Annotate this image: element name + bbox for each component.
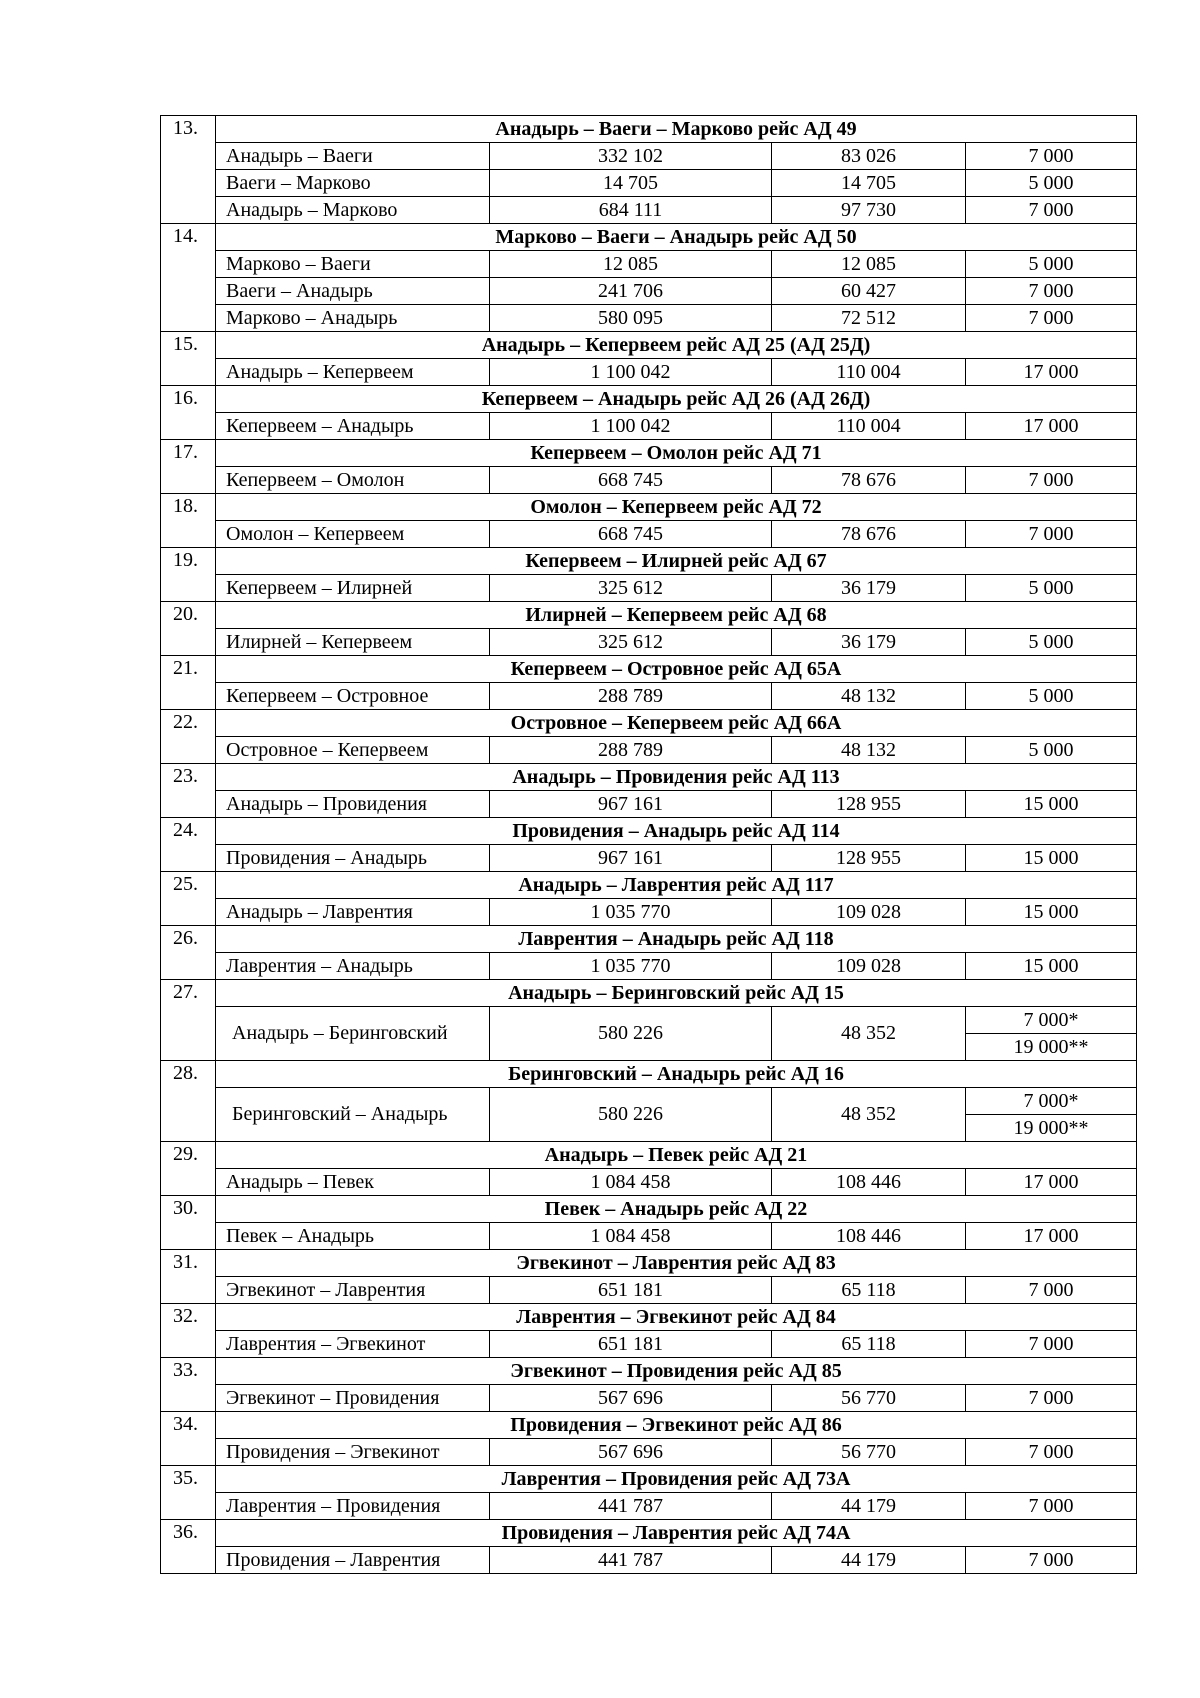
value-cell-3: 17 000 <box>966 359 1137 386</box>
section-header-row <box>161 224 1137 251</box>
value-cell-1: 288 789 <box>490 683 772 710</box>
value-cell-1: 325 612 <box>490 629 772 656</box>
table-row <box>161 1547 1137 1574</box>
value-cell-2: 48 352 <box>772 1088 966 1142</box>
value-cell-1: 288 789 <box>490 737 772 764</box>
value-cell-3: 7 000* <box>966 1007 1137 1034</box>
section-header-row <box>161 1412 1137 1439</box>
value-cell-1: 1 035 770 <box>490 953 772 980</box>
section-number: 28. <box>161 1061 216 1142</box>
value-cell-1: 684 111 <box>490 197 772 224</box>
table-row <box>161 1223 1137 1250</box>
value-cell-3: 7 000 <box>966 1547 1137 1574</box>
table-row <box>161 467 1137 494</box>
value-cell-3: 15 000 <box>966 791 1137 818</box>
flight-title: Беринговский – Анадырь рейс АД 16 <box>216 1061 1137 1088</box>
section-number: 32. <box>161 1304 216 1358</box>
section-number: 33. <box>161 1358 216 1412</box>
section-header-row <box>161 926 1137 953</box>
flight-title: Анадырь – Певек рейс АД 21 <box>216 1142 1137 1169</box>
value-cell-2: 108 446 <box>772 1223 966 1250</box>
flight-title: Эгвекинот – Лаврентия рейс АД 83 <box>216 1250 1137 1277</box>
route-cell: Беринговский – Анадырь <box>216 1088 490 1142</box>
route-cell: Анадырь – Лаврентия <box>216 899 490 926</box>
table-row <box>161 1493 1137 1520</box>
route-cell: Марково – Ваеги <box>216 251 490 278</box>
section-number: 26. <box>161 926 216 980</box>
section-header-row <box>161 548 1137 575</box>
value-cell-3: 17 000 <box>966 1169 1137 1196</box>
route-cell: Лаврентия – Провидения <box>216 1493 490 1520</box>
value-cell-2: 48 132 <box>772 737 966 764</box>
value-cell-3: 19 000** <box>966 1034 1137 1061</box>
section-number: 18. <box>161 494 216 548</box>
flight-title: Кепервеем – Островное рейс АД 65А <box>216 656 1137 683</box>
value-cell-2: 65 118 <box>772 1277 966 1304</box>
section-header-row <box>161 764 1137 791</box>
section-header-row <box>161 386 1137 413</box>
section-number: 22. <box>161 710 216 764</box>
value-cell-2: 128 955 <box>772 791 966 818</box>
flight-title: Провидения – Лаврентия рейс АД 74А <box>216 1520 1137 1547</box>
table-row <box>161 251 1137 278</box>
flight-title: Кепервеем – Анадырь рейс АД 26 (АД 26Д) <box>216 386 1137 413</box>
value-cell-1: 668 745 <box>490 521 772 548</box>
route-cell: Ваеги – Марково <box>216 170 490 197</box>
route-cell: Эгвекинот – Провидения <box>216 1385 490 1412</box>
value-cell-3: 5 000 <box>966 251 1137 278</box>
value-cell-3: 7 000 <box>966 305 1137 332</box>
table-row <box>161 521 1137 548</box>
table-row <box>161 737 1137 764</box>
value-cell-3: 7 000 <box>966 197 1137 224</box>
value-cell-3: 7 000 <box>966 278 1137 305</box>
value-cell-2: 44 179 <box>772 1547 966 1574</box>
table-row <box>161 683 1137 710</box>
value-cell-3: 5 000 <box>966 737 1137 764</box>
section-number: 17. <box>161 440 216 494</box>
route-cell: Лаврентия – Эгвекинот <box>216 1331 490 1358</box>
route-cell: Кепервеем – Островное <box>216 683 490 710</box>
table-row <box>161 197 1137 224</box>
value-cell-2: 48 352 <box>772 1007 966 1061</box>
value-cell-1: 1 100 042 <box>490 359 772 386</box>
section-number: 13. <box>161 116 216 224</box>
table-row <box>161 413 1137 440</box>
section-number: 24. <box>161 818 216 872</box>
flight-title: Анадырь – Провидения рейс АД 113 <box>216 764 1137 791</box>
value-cell-2: 48 132 <box>772 683 966 710</box>
table-row <box>161 845 1137 872</box>
flight-title: Лаврентия – Анадырь рейс АД 118 <box>216 926 1137 953</box>
value-cell-1: 580 095 <box>490 305 772 332</box>
value-cell-1: 441 787 <box>490 1547 772 1574</box>
route-cell: Анадырь – Беринговский <box>216 1007 490 1061</box>
flight-title: Эгвекинот – Провидения рейс АД 85 <box>216 1358 1137 1385</box>
value-cell-1: 580 226 <box>490 1088 772 1142</box>
value-cell-3: 7 000 <box>966 1331 1137 1358</box>
route-cell: Островное – Кепервеем <box>216 737 490 764</box>
value-cell-3: 17 000 <box>966 413 1137 440</box>
section-number: 36. <box>161 1520 216 1574</box>
flight-title: Провидения – Эгвекинот рейс АД 86 <box>216 1412 1137 1439</box>
flight-title: Марково – Ваеги – Анадырь рейс АД 50 <box>216 224 1137 251</box>
value-cell-2: 72 512 <box>772 305 966 332</box>
flight-title: Омолон – Кепервеем рейс АД 72 <box>216 494 1137 521</box>
value-cell-3: 7 000 <box>966 1277 1137 1304</box>
section-header-row <box>161 980 1137 1007</box>
value-cell-3: 7 000 <box>966 467 1137 494</box>
value-cell-2: 56 770 <box>772 1439 966 1466</box>
section-header-row <box>161 602 1137 629</box>
value-cell-1: 967 161 <box>490 845 772 872</box>
value-cell-1: 241 706 <box>490 278 772 305</box>
value-cell-2: 56 770 <box>772 1385 966 1412</box>
value-cell-2: 110 004 <box>772 359 966 386</box>
value-cell-2: 83 026 <box>772 143 966 170</box>
value-cell-1: 1 100 042 <box>490 413 772 440</box>
value-cell-3: 7 000* <box>966 1088 1137 1115</box>
flight-title: Лаврентия – Эгвекинот рейс АД 84 <box>216 1304 1137 1331</box>
value-cell-1: 1 035 770 <box>490 899 772 926</box>
value-cell-3: 7 000 <box>966 143 1137 170</box>
value-cell-1: 651 181 <box>490 1331 772 1358</box>
table-row <box>161 170 1137 197</box>
flight-title: Провидения – Анадырь рейс АД 114 <box>216 818 1137 845</box>
value-cell-3: 7 000 <box>966 1439 1137 1466</box>
flight-title: Анадырь – Ваеги – Марково рейс АД 49 <box>216 116 1137 143</box>
flight-title: Певек – Анадырь рейс АД 22 <box>216 1196 1137 1223</box>
flight-title: Кепервеем – Илирней рейс АД 67 <box>216 548 1137 575</box>
fare-table-body <box>161 116 1137 1574</box>
value-cell-1: 567 696 <box>490 1439 772 1466</box>
value-cell-3: 5 000 <box>966 683 1137 710</box>
value-cell-1: 332 102 <box>490 143 772 170</box>
section-number: 30. <box>161 1196 216 1250</box>
value-cell-2: 60 427 <box>772 278 966 305</box>
route-cell: Анадырь – Ваеги <box>216 143 490 170</box>
value-cell-2: 108 446 <box>772 1169 966 1196</box>
route-cell: Анадырь – Кепервеем <box>216 359 490 386</box>
value-cell-1: 567 696 <box>490 1385 772 1412</box>
table-row <box>161 1439 1137 1466</box>
section-number: 14. <box>161 224 216 332</box>
table-row <box>161 1385 1137 1412</box>
value-cell-2: 44 179 <box>772 1493 966 1520</box>
section-header-row <box>161 116 1137 143</box>
value-cell-2: 36 179 <box>772 575 966 602</box>
section-number: 19. <box>161 548 216 602</box>
value-cell-2: 128 955 <box>772 845 966 872</box>
section-number: 16. <box>161 386 216 440</box>
value-cell-2: 109 028 <box>772 953 966 980</box>
section-header-row <box>161 1250 1137 1277</box>
section-header-row <box>161 1061 1137 1088</box>
section-number: 29. <box>161 1142 216 1196</box>
value-cell-2: 109 028 <box>772 899 966 926</box>
value-cell-3: 19 000** <box>966 1115 1137 1142</box>
value-cell-3: 17 000 <box>966 1223 1137 1250</box>
section-header-row <box>161 710 1137 737</box>
value-cell-2: 97 730 <box>772 197 966 224</box>
route-cell: Лаврентия – Анадырь <box>216 953 490 980</box>
table-row <box>161 1007 1137 1034</box>
route-cell: Провидения – Анадырь <box>216 845 490 872</box>
route-cell: Кепервеем – Илирней <box>216 575 490 602</box>
flight-title: Анадырь – Кепервеем рейс АД 25 (АД 25Д) <box>216 332 1137 359</box>
value-cell-2: 36 179 <box>772 629 966 656</box>
flight-title: Лаврентия – Провидения рейс АД 73А <box>216 1466 1137 1493</box>
value-cell-2: 78 676 <box>772 467 966 494</box>
value-cell-3: 5 000 <box>966 170 1137 197</box>
section-number: 25. <box>161 872 216 926</box>
value-cell-1: 580 226 <box>490 1007 772 1061</box>
value-cell-1: 1 084 458 <box>490 1169 772 1196</box>
section-header-row <box>161 1358 1137 1385</box>
value-cell-2: 65 118 <box>772 1331 966 1358</box>
section-header-row <box>161 656 1137 683</box>
flight-title: Анадырь – Лаврентия рейс АД 117 <box>216 872 1137 899</box>
value-cell-3: 5 000 <box>966 629 1137 656</box>
section-header-row <box>161 1304 1137 1331</box>
flight-title: Островное – Кепервеем рейс АД 66А <box>216 710 1137 737</box>
table-row <box>161 305 1137 332</box>
route-cell: Анадырь – Певек <box>216 1169 490 1196</box>
value-cell-3: 7 000 <box>966 521 1137 548</box>
table-row <box>161 791 1137 818</box>
value-cell-1: 12 085 <box>490 251 772 278</box>
value-cell-3: 5 000 <box>966 575 1137 602</box>
route-cell: Провидения – Лаврентия <box>216 1547 490 1574</box>
route-cell: Кепервеем – Омолон <box>216 467 490 494</box>
value-cell-2: 78 676 <box>772 521 966 548</box>
section-header-row <box>161 818 1137 845</box>
section-header-row <box>161 440 1137 467</box>
section-header-row <box>161 332 1137 359</box>
section-number: 27. <box>161 980 216 1061</box>
section-number: 23. <box>161 764 216 818</box>
value-cell-1: 1 084 458 <box>490 1223 772 1250</box>
value-cell-1: 967 161 <box>490 791 772 818</box>
flight-title: Илирней – Кепервеем рейс АД 68 <box>216 602 1137 629</box>
value-cell-3: 15 000 <box>966 845 1137 872</box>
table-row <box>161 953 1137 980</box>
route-cell: Эгвекинот – Лаврентия <box>216 1277 490 1304</box>
value-cell-1: 325 612 <box>490 575 772 602</box>
route-cell: Омолон – Кепервеем <box>216 521 490 548</box>
route-cell: Анадырь – Провидения <box>216 791 490 818</box>
section-number: 20. <box>161 602 216 656</box>
route-cell: Кепервеем – Анадырь <box>216 413 490 440</box>
value-cell-1: 668 745 <box>490 467 772 494</box>
route-cell: Ваеги – Анадырь <box>216 278 490 305</box>
section-header-row <box>161 1520 1137 1547</box>
value-cell-3: 7 000 <box>966 1493 1137 1520</box>
table-row <box>161 278 1137 305</box>
value-cell-1: 651 181 <box>490 1277 772 1304</box>
value-cell-1: 441 787 <box>490 1493 772 1520</box>
table-row <box>161 1331 1137 1358</box>
section-header-row <box>161 872 1137 899</box>
value-cell-3: 7 000 <box>966 1385 1137 1412</box>
route-cell: Илирней – Кепервеем <box>216 629 490 656</box>
route-cell: Марково – Анадырь <box>216 305 490 332</box>
route-cell: Провидения – Эгвекинот <box>216 1439 490 1466</box>
value-cell-2: 14 705 <box>772 170 966 197</box>
route-cell: Певек – Анадырь <box>216 1223 490 1250</box>
table-row <box>161 629 1137 656</box>
section-header-row <box>161 494 1137 521</box>
table-row <box>161 143 1137 170</box>
section-header-row <box>161 1466 1137 1493</box>
section-header-row <box>161 1142 1137 1169</box>
section-number: 21. <box>161 656 216 710</box>
value-cell-3: 15 000 <box>966 899 1137 926</box>
value-cell-2: 110 004 <box>772 413 966 440</box>
table-row <box>161 575 1137 602</box>
value-cell-3: 15 000 <box>966 953 1137 980</box>
section-number: 15. <box>161 332 216 386</box>
table-row <box>161 899 1137 926</box>
value-cell-2: 12 085 <box>772 251 966 278</box>
value-cell-1: 14 705 <box>490 170 772 197</box>
fare-table <box>160 115 1137 1574</box>
table-row <box>161 1169 1137 1196</box>
section-number: 34. <box>161 1412 216 1466</box>
section-number: 35. <box>161 1466 216 1520</box>
table-row <box>161 1088 1137 1115</box>
section-number: 31. <box>161 1250 216 1304</box>
table-row <box>161 359 1137 386</box>
flight-title: Анадырь – Беринговский рейс АД 15 <box>216 980 1137 1007</box>
flight-title: Кепервеем – Омолон рейс АД 71 <box>216 440 1137 467</box>
route-cell: Анадырь – Марково <box>216 197 490 224</box>
table-row <box>161 1277 1137 1304</box>
section-header-row <box>161 1196 1137 1223</box>
